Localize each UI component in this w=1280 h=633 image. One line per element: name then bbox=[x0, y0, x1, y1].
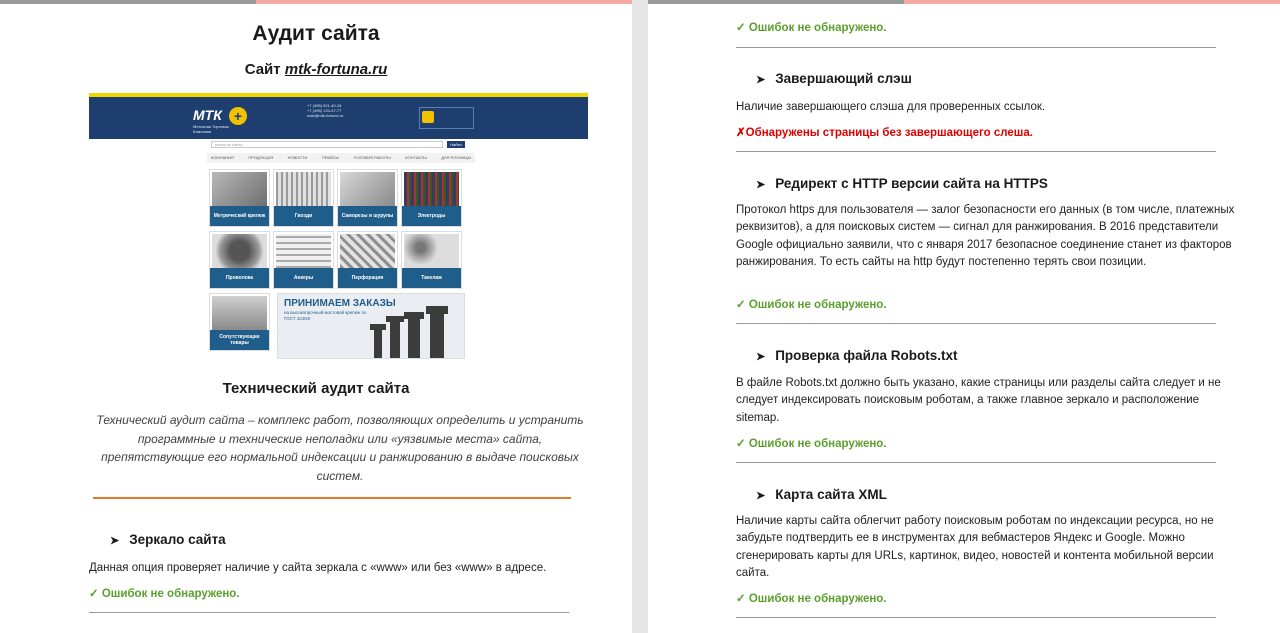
tile-metric: Метрический крепеж bbox=[209, 169, 270, 227]
divider bbox=[736, 617, 1216, 618]
tile-perforation: Перфорация bbox=[337, 231, 398, 289]
tile-anchors: Анкеры bbox=[273, 231, 334, 289]
arrowhead-icon: ➤ bbox=[756, 351, 766, 363]
https-text: Протокол https для пользователя — залог безопасности его данных (в том числе, платежных реквизитов), а для поисковых систем — сигнал для ранжирования. В 2016 представители Google официально заявили, что с января 2017 безопасное соединение станет из факторов ранжирования. То есть сайты на http будут постепенно терять свои позиции. bbox=[736, 204, 1235, 268]
site-line bbox=[0, 61, 632, 78]
site-menu: КОМПАНИЯ ПРОДУКЦИЯ НОВОСТИ ПРАЙСЫ УСЛОВИЯ РАБОТЫ КОНТАКТЫ ДЛЯ РОЗНИЦЫ bbox=[207, 153, 475, 163]
tile-wire: Проволока bbox=[209, 231, 270, 289]
page-top-bar bbox=[648, 0, 1280, 4]
arrowhead-icon: ➤ bbox=[756, 74, 766, 86]
section-divider bbox=[93, 497, 571, 499]
arrowhead-icon: ➤ bbox=[756, 490, 766, 502]
check-icon: ✓ bbox=[736, 299, 746, 311]
check-icon: ✓ bbox=[736, 438, 746, 450]
cross-icon: ✗ bbox=[736, 127, 746, 139]
mirror-heading: ➤ Зеркало сайта bbox=[110, 532, 226, 547]
document-page-right bbox=[648, 0, 1280, 633]
plus-icon: + bbox=[229, 107, 247, 125]
cart-icon bbox=[422, 111, 434, 123]
robots-status: ✓ Ошибок не обнаружено. bbox=[736, 438, 887, 450]
tech-audit-heading: Технический аудит сайта bbox=[222, 380, 410, 397]
site-link[interactable]: mtk-fortuna.ru bbox=[284, 61, 388, 78]
robots-heading: ➤ Проверка файла Robots.txt bbox=[756, 348, 958, 363]
slash-status: ✗Обнаружены страницы без завершающего слеша. bbox=[736, 127, 1033, 139]
tile-nails: Гвозди bbox=[273, 169, 334, 227]
site-header bbox=[89, 97, 588, 139]
xml-status: ✓ Ошибок не обнаружено. bbox=[736, 593, 887, 605]
top-status: ✓ Ошибок не обнаружено. bbox=[736, 22, 887, 34]
xml-text: Наличие карты сайта облегчит работу поисковым роботам по индексации ресурса, но не забудьте подтвердить ее в инструментах для вебмастеров Яндекс и Google. Можно сгенерировать карты для URLs, картинок, видео, новостей и контента мобильной версии сайта. bbox=[736, 515, 1214, 579]
arrowhead-icon: ➤ bbox=[756, 179, 766, 191]
check-icon: ✓ bbox=[89, 588, 99, 600]
slash-text: Наличие завершающего слэша для проверенных ссылок. bbox=[736, 101, 1046, 113]
tile-electrodes: Электроды bbox=[401, 169, 462, 227]
page-top-bar bbox=[0, 0, 632, 4]
https-status: ✓ Ошибок не обнаружено. bbox=[736, 299, 887, 311]
robots-text: В файле Robots.txt должно быть указано, какие страницы или разделы сайта следует и не следует индексировать поисковым роботам, а также главное зеркало и расположение sitemap. bbox=[736, 377, 1221, 424]
site-search: поиск по сайту Найти bbox=[211, 140, 469, 149]
mirror-text: Данная опция проверяет наличие у сайта зеркала с «www» или без «www» в адресе. bbox=[89, 562, 547, 574]
divider bbox=[736, 323, 1216, 324]
document-title: Аудит сайта bbox=[252, 22, 380, 45]
site-screenshot bbox=[89, 93, 588, 363]
tile-accessories: Сопутствующие товары bbox=[209, 293, 270, 351]
site-logo: МТК + Метизная Торговая Компания bbox=[193, 107, 247, 133]
tile-screws: Саморезы и шурупы bbox=[337, 169, 398, 227]
mirror-status: ✓ Ошибок не обнаружено. bbox=[89, 588, 240, 600]
cart-widget bbox=[419, 107, 474, 129]
promo-banner: ПРИНИМАЕМ ЗАКАЗЫ на высокопрочный мостовой крепеж по ГОСТ 32484! bbox=[277, 293, 465, 359]
site-phones: +7 (495) 921-40-15 +7 (495) 134-47-77 msk@mtk-fortuna.ru bbox=[307, 103, 344, 118]
check-icon: ✓ bbox=[736, 593, 746, 605]
tile-rigging: Такелаж bbox=[401, 231, 462, 289]
divider bbox=[89, 612, 569, 613]
arrowhead-icon: ➤ bbox=[110, 535, 120, 547]
divider bbox=[736, 47, 1216, 48]
slash-heading: ➤ Завершающий слэш bbox=[756, 71, 912, 86]
divider bbox=[736, 462, 1216, 463]
divider bbox=[736, 151, 1216, 152]
xml-heading: ➤ Карта сайта XML bbox=[756, 487, 887, 502]
site-prefix: Сайт bbox=[244, 61, 281, 78]
check-icon: ✓ bbox=[736, 22, 746, 34]
document-page-left bbox=[0, 0, 632, 633]
tech-audit-intro: Технический аудит сайта – комплекс работ, позволяющих определить и устранить программные и технические неполадки или «уязвимые места» сайта, препятствующие его нормальной индексации и ранжированию в выдаче поисковых систем. bbox=[96, 413, 584, 483]
https-heading: ➤ Редирект с HTTP версии сайта на HTTPS bbox=[756, 176, 1048, 191]
